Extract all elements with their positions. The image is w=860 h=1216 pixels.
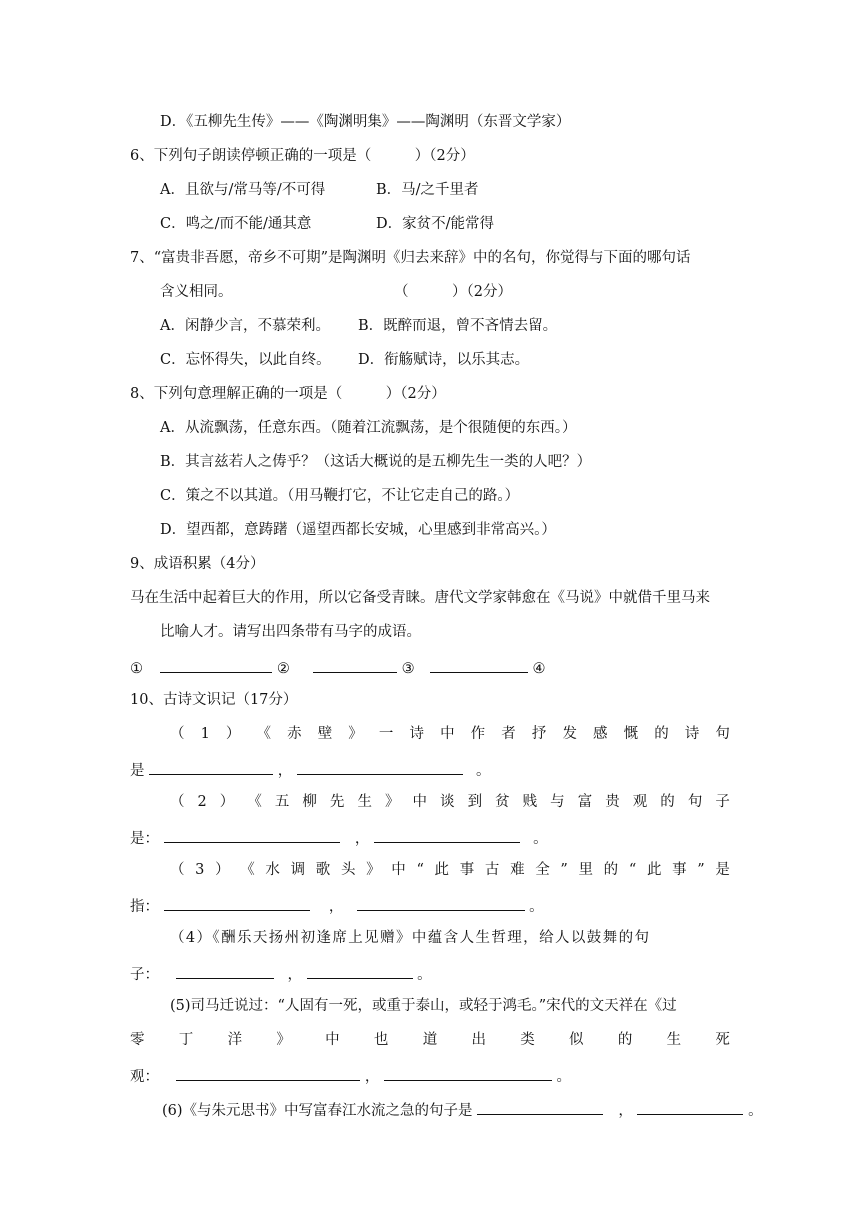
spaced-char: 调 [290,862,306,878]
spaced-char: 富 [577,794,593,810]
q10-s5-justified [130,1030,730,1050]
spaced-char: 零 [130,1032,145,1048]
spaced-char: 生 [666,1032,682,1048]
spaced-char: 中 [440,726,455,742]
spaced-char: 《 [256,726,272,742]
q10-s6-text: (6)《与朱元思书》中写富春江水流之急的句子是 [162,1103,473,1119]
q6-option-c: C．鸣之/而不能/通其意 [160,216,312,232]
spaced-char: 感 [593,726,608,742]
q10-s3-prefix: 指： [130,899,159,915]
spaced-char: 柳 [302,794,317,810]
spaced-char: ” [560,862,568,878]
spaced-char: 诗 [409,726,424,742]
q6-stem: 6、下列句子朗读停顿正确的一项是（ ）（2分） [130,148,475,164]
spaced-char: 贱 [522,794,538,810]
q10-s2-blank-1[interactable] [164,826,340,843]
idiom-blank-1[interactable] [160,656,272,673]
spaced-char: ） [219,794,235,810]
q7-answer-paren: （ ）（2分） [394,284,512,300]
spaced-char: 与 [550,794,565,810]
period: 。 [476,763,491,779]
spaced-char: 赤 [287,726,302,742]
spaced-char: 1 [200,726,210,742]
q9-text-line1: 马在生活中起着巨大的作用，所以它备受青睐。唐代文学家韩愈在《马说》中就借千里马来 [130,590,710,606]
spaced-char: 先 [329,794,345,810]
q6-option-d: D．家贫不/能常得 [376,216,495,232]
idiom-blank-3[interactable] [430,656,528,673]
q6-option-a: A．且欲与/常马等/不可得 [160,182,326,198]
spaced-char: 》 [366,862,381,878]
idiom-blank-2[interactable] [313,656,397,673]
spaced-char: 贫 [495,794,510,810]
spaced-char: （ [170,726,185,742]
q10-s5-blank-2[interactable] [384,1064,552,1081]
spaced-char: 一 [378,726,394,742]
period: 。 [533,831,548,847]
spaced-char: 此 [434,862,450,878]
spaced-char: 《 [240,862,255,878]
q10-s2-answer-row [130,826,548,846]
spaced-char: 全 [535,862,550,878]
q10-s4-blank-1[interactable] [176,962,274,979]
comma: ， [364,1069,380,1085]
spaced-char: 者 [501,726,516,742]
spaced-char: 似 [569,1032,584,1048]
spaced-char: ） [215,862,230,878]
q9-answer-row [130,656,545,676]
spaced-char: 事 [672,862,687,878]
q7-option-b: B．既醉而退，曾不吝情去留。 [358,318,558,334]
spaced-char: 子 [715,794,730,810]
q10-s2-blank-2[interactable] [374,826,520,843]
spaced-char: 五 [274,794,290,810]
q8-stem: 8、下列句意理解正确的一项是（ ）（2分） [130,386,446,402]
period: 。 [417,967,432,983]
spaced-char: 水 [265,862,280,878]
q10-s3-blank-1[interactable] [164,894,310,911]
idiom-number-2: ② [276,661,290,677]
q10-s1-prefix: 是 [130,763,145,779]
spaced-char: 中 [391,862,406,878]
spaced-char: 的 [603,862,619,878]
spaced-char: 丁 [178,1032,194,1048]
spaced-char: 古 [484,862,500,878]
spaced-char: 句 [715,726,730,742]
spaced-char: 壁 [317,726,333,742]
spaced-char: 此 [646,862,662,878]
q7-stem-line2: 含义相同。 [160,284,233,300]
q10-s4-blank-2[interactable] [307,962,413,979]
spaced-char: “ [628,862,637,878]
q7-option-a: A．闲静少言，不慕荣利。 [160,318,330,334]
q10-s3-blank-2[interactable] [357,894,525,911]
spaced-char: 事 [459,862,475,878]
spaced-char: 歌 [315,862,331,878]
q10-s3-justified [170,860,730,880]
spaced-char: 作 [470,726,486,742]
spaced-char: 头 [340,862,356,878]
q6-option-b: B．马/之千里者 [376,182,479,198]
idiom-number-3: ③ [401,661,415,677]
q10-s4-prefix: 子： [130,967,159,983]
spaced-char: 中 [325,1032,340,1048]
q10-s1-answer-row [130,758,491,778]
spaced-char: 类 [520,1032,535,1048]
q10-s4-line: （4）《酬乐天扬州初逢席上见赠》中蕴含人生哲理，给人以鼓舞的句 [170,930,651,946]
period: 。 [748,1103,763,1119]
q7-option-c: C．忘怀得失，以此自终。 [160,352,331,368]
spaced-char: “ [416,862,424,878]
spaced-char: 》 [276,1032,291,1048]
spaced-char: 诗 [684,726,700,742]
q10-s3-answer-row [130,894,544,914]
q5-option-d: D．《五柳先生传》——《陶渊明集》——陶渊明（东晋文学家） [160,114,571,130]
idiom-number-4: ④ [532,661,546,677]
q10-s5-line: (5)司马迁说过：“人固有一死，或重于泰山，或轻于鸿毛。”宋代的文天祥在《过 [170,998,677,1014]
q10-s5-prefix: 观： [130,1069,159,1085]
q10-stem: 10、古诗文识记（17分） [130,692,298,708]
q10-s6-blank-2[interactable] [637,1098,743,1115]
spaced-char: 慨 [623,726,639,742]
spaced-char: ） [225,726,241,742]
q8-option-b: B．其言兹若人之俦乎？（这话大概说的是五柳先生一类的人吧？） [160,454,592,470]
spaced-char: 句 [687,794,703,810]
spaced-char: 3 [195,862,205,878]
q8-option-d: D．望西都，意踌躇（遥望西都长安城，心里感到非常高兴。） [160,522,556,538]
spaced-char: 中 [412,794,428,810]
q8-option-a: A．从流飘荡，任意东西。（随着江流飘荡，是个很随便的东西。） [160,420,577,436]
comma: ， [287,967,302,983]
q10-s1-blank-2[interactable] [297,758,463,775]
spaced-char: 里 [578,862,593,878]
spaced-char: 抒 [531,726,547,742]
spaced-char: 》 [348,726,363,742]
spaced-char: 难 [510,862,525,878]
comma: ， [277,763,293,779]
spaced-char: ” [697,862,705,878]
q10-s4-answer-row [130,962,432,982]
q7-option-d: D．衔觞赋诗，以乐其志。 [358,352,530,368]
q10-s5-answer-row [130,1064,571,1084]
spaced-char: 出 [471,1032,486,1048]
spaced-char: 观 [632,794,648,810]
q9-stem: 9、成语积累（4分） [130,556,265,572]
comma: ， [328,899,344,915]
spaced-char: 的 [654,726,669,742]
spaced-char: 死 [715,1032,730,1048]
spaced-char: 的 [660,794,675,810]
period: 。 [529,899,544,915]
spaced-char: 的 [617,1032,633,1048]
q8-option-c: C．策之不以其道。（用马鞭打它，不让它走自己的路。） [160,488,520,504]
spaced-char: 2 [197,794,207,810]
spaced-char: 道 [422,1032,438,1048]
spaced-char: （ [170,794,185,810]
q10-s6-blank-1[interactable] [477,1098,603,1115]
spaced-char: 谈 [440,794,455,810]
spaced-char: 洋 [227,1032,243,1048]
q10-s1-blank-1[interactable] [149,758,273,775]
spaced-char: 是 [715,862,730,878]
spaced-char: 发 [562,726,577,742]
q7-stem-line1: 7、“富贵非吾愿，帝乡不可期”是陶渊明《归去来辞》中的名句，你觉得与下面的哪句话 [130,250,691,266]
q10-s6-row [162,1098,763,1118]
idiom-number-1: ① [130,661,143,677]
spaced-char: 》 [384,794,400,810]
spaced-char: 贵 [605,794,620,810]
spaced-char: 生 [357,794,372,810]
comma: ， [618,1103,633,1119]
q10-s2-prefix: 是： [130,831,159,847]
q9-text-line2: 比喻人才。请写出四条带有马字的成语。 [160,624,421,640]
period: 。 [556,1069,572,1085]
q10-s5-blank-1[interactable] [176,1064,360,1081]
comma: ， [354,831,370,847]
spaced-char: （ [170,862,185,878]
q10-s2-justified [170,792,730,812]
spaced-char: 也 [373,1032,389,1048]
q10-s1-justified [170,724,730,744]
spaced-char: 《 [247,794,262,810]
spaced-char: 到 [467,794,483,810]
